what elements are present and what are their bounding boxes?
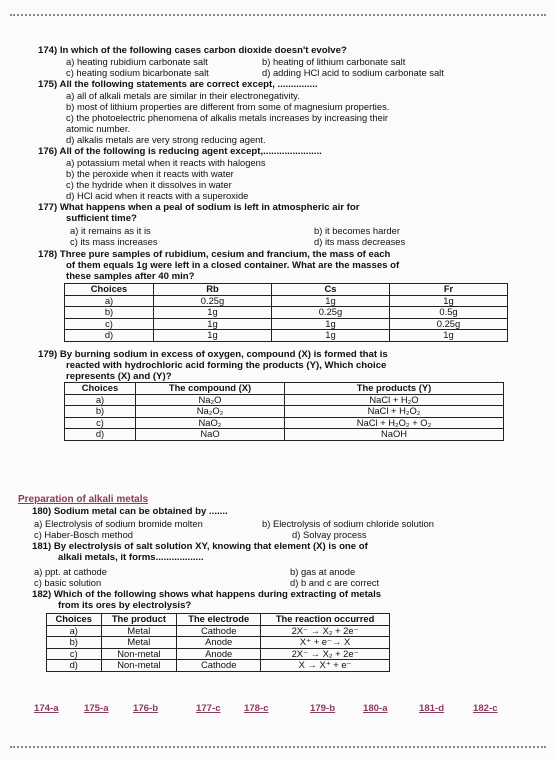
- q181-option-c: c) basic solution: [34, 577, 102, 588]
- table-cell: 0.5g: [390, 307, 508, 319]
- table-cell: 1g: [272, 295, 390, 307]
- table-cell: 1g: [154, 307, 272, 319]
- q175-option-d: d) alkalis metals are very strong reducing agent.: [66, 134, 266, 145]
- question-180: 180) Sodium metal can be obtained by .......: [32, 506, 228, 517]
- q174-option-d: d) adding HCl acid to sodium carbonate salt: [262, 67, 444, 78]
- question-176: 176) All of the following is reducing agent except,......................: [38, 146, 322, 157]
- q174-option-a: a) heating rubidium carbonate salt: [66, 56, 208, 67]
- q177-option-c: c) its mass increases: [70, 236, 158, 247]
- table-cell: NaCl + H₂O: [285, 394, 504, 406]
- table-cell: Cathode: [177, 660, 261, 672]
- table-row: [47, 648, 390, 660]
- table-cell: NaO₂: [136, 417, 285, 429]
- table-cell: NaCl + H₂O₂: [285, 406, 504, 418]
- answer-key-item: 175-a: [84, 703, 109, 714]
- answer-key-item: 179-b: [310, 703, 336, 714]
- q180-option-c: c) Haber-Bosch method: [34, 529, 134, 540]
- q175-option-b: b) most of lithium properties are different from some of magnesium properties.: [66, 101, 390, 112]
- q177-option-a: a) it remains as it is: [70, 225, 151, 236]
- table-header-row: [47, 614, 390, 626]
- table-header: The compound (X): [136, 383, 285, 395]
- table-header: Rb: [154, 284, 272, 296]
- answer-key-item: 178-c: [244, 703, 269, 714]
- table-cell: 1g: [154, 330, 272, 342]
- q174-option-c: c) heating sodium bicarbonate salt: [66, 67, 209, 78]
- table-cell: Anode: [177, 637, 261, 649]
- table-row: [47, 625, 390, 637]
- table-row: [65, 429, 504, 441]
- table-cell: 0.25g: [390, 318, 508, 330]
- question-179-cont: reacted with hydrochloric acid forming the products (Y), Which choice: [66, 360, 387, 371]
- q177-option-d: d) its mass decreases: [314, 236, 406, 247]
- table-cell: NaCl + H₂O₂ + O₂: [285, 417, 504, 429]
- table-cell: b): [47, 637, 102, 649]
- q175-option-c-cont: atomic number.: [66, 123, 131, 134]
- table-header: Choices: [65, 284, 154, 296]
- top-divider: [10, 14, 546, 16]
- q180-option-b: b) Electrolysis of sodium chloride solution: [262, 518, 434, 529]
- q176-option-d: d) HCl acid when it reacts with a superoxide: [66, 190, 249, 201]
- q182-table: [46, 613, 390, 672]
- table-cell: d): [65, 330, 154, 342]
- table-row: [65, 394, 504, 406]
- answer-key-item: 176-b: [133, 703, 159, 714]
- table-cell: Anode: [177, 648, 261, 660]
- table-cell: Non-metal: [101, 660, 177, 672]
- table-header: Fr: [390, 284, 508, 296]
- table-cell: 1g: [272, 318, 390, 330]
- table-header: The electrode: [177, 614, 261, 626]
- table-cell: d): [47, 660, 102, 672]
- section-heading: Preparation of alkali metals: [18, 494, 149, 505]
- table-row: [65, 307, 508, 319]
- table-cell: 1g: [154, 318, 272, 330]
- table-header: The products (Y): [285, 383, 504, 395]
- table-cell: c): [47, 648, 102, 660]
- table-cell: 0.25g: [154, 295, 272, 307]
- question-181: 181) By electrolysis of salt solution XY, knowing that element (X) is one of: [32, 541, 368, 552]
- bottom-divider: [10, 746, 546, 748]
- q181-option-a: a) ppt. at cathode: [34, 566, 107, 577]
- question-179-cont2: represents (X) and (Y)?: [66, 371, 172, 382]
- table-header: Choices: [65, 383, 136, 395]
- table-row: [65, 295, 508, 307]
- table-cell: b): [65, 307, 154, 319]
- table-cell: Na₂O₂: [136, 406, 285, 418]
- table-header: The product: [101, 614, 177, 626]
- table-cell: a): [65, 394, 136, 406]
- table-cell: 2X⁻ → X₂ + 2e⁻: [261, 648, 390, 660]
- question-177: 177) What happens when a peal of sodium is left in atmospheric air for: [38, 202, 360, 213]
- table-cell: 2X⁻ → X₂ + 2e⁻: [261, 625, 390, 637]
- question-178-cont2: these samples after 40 min?: [66, 271, 195, 282]
- table-header-row: [65, 383, 504, 395]
- table-cell: c): [65, 417, 136, 429]
- table-cell: X⁺ + e⁻→ X: [261, 637, 390, 649]
- question-182-cont: from its ores by electrolysis?: [58, 600, 192, 611]
- table-header: Choices: [47, 614, 102, 626]
- table-cell: 1g: [390, 295, 508, 307]
- answer-key-item: 181-d: [419, 703, 445, 714]
- table-cell: 0.25g: [272, 307, 390, 319]
- q176-option-c: c) the hydride when it dissolves in water: [66, 179, 232, 190]
- question-182: 182) Which of the following shows what happens during extracting of metals: [32, 589, 382, 600]
- question-174: 174) In which of the following cases carbon dioxide doesn't evolve?: [38, 45, 347, 56]
- q175-option-c: c) the photoelectric phenomena of alkalis metals increases by increasing their: [66, 112, 389, 123]
- table-cell: d): [65, 429, 136, 441]
- table-row: [65, 406, 504, 418]
- table-cell: 1g: [390, 330, 508, 342]
- table-cell: Non-metal: [101, 648, 177, 660]
- table-row: [47, 660, 390, 672]
- question-181-cont: alkali metals, it forms..................: [58, 552, 204, 563]
- table-cell: NaO: [136, 429, 285, 441]
- table-cell: NaOH: [285, 429, 504, 441]
- answer-key-item: 177-c: [196, 703, 221, 714]
- table-cell: Metal: [101, 637, 177, 649]
- table-cell: Na₂O: [136, 394, 285, 406]
- answer-key-item: 174-a: [34, 703, 59, 714]
- question-175: 175) All the following statements are correct except, ...............: [38, 79, 318, 90]
- table-row: [65, 417, 504, 429]
- table-header-row: [65, 284, 508, 296]
- table-cell: b): [65, 406, 136, 418]
- table-row: [65, 330, 508, 342]
- q176-option-a: a) potassium metal when it reacts with halogens: [66, 157, 266, 168]
- answer-key-item: 182-c: [473, 703, 498, 714]
- q181-option-d: d) b and c are correct: [290, 577, 380, 588]
- table-cell: 1g: [272, 330, 390, 342]
- q175-option-a: a) all of alkali metals are similar in their electronegativity.: [66, 90, 300, 101]
- table-cell: X → X⁺ + e⁻: [261, 660, 390, 672]
- question-179: 179) By burning sodium in excess of oxygen, compound (X) is formed that is: [38, 349, 388, 360]
- answer-key-item: 180-a: [363, 703, 388, 714]
- q176-option-b: b) the peroxide when it reacts with water: [66, 168, 234, 179]
- q181-option-b: b) gas at anode: [290, 566, 356, 577]
- table-row: [47, 637, 390, 649]
- table-cell: Cathode: [177, 625, 261, 637]
- table-header: The reaction occurred: [261, 614, 390, 626]
- question-178-cont: of them equals 1g were left in a closed container. What are the masses of: [66, 260, 400, 271]
- q179-table: [64, 382, 504, 441]
- table-cell: a): [65, 295, 154, 307]
- q174-option-b: b) heating of lithium carbonate salt: [262, 56, 406, 67]
- question-178: 178) Three pure samples of rubidium, cesium and francium, the mass of each: [38, 249, 391, 260]
- table-cell: c): [65, 318, 154, 330]
- table-cell: a): [47, 625, 102, 637]
- q177-option-b: b) it becomes harder: [314, 225, 400, 236]
- q178-table: [64, 283, 508, 342]
- table-header: Cs: [272, 284, 390, 296]
- q180-option-d: d) Solvay process: [292, 529, 367, 540]
- table-cell: Metal: [101, 625, 177, 637]
- q180-option-a: a) Electrolysis of sodium bromide molten: [34, 518, 203, 529]
- table-row: [65, 318, 508, 330]
- question-177-cont: sufficient time?: [66, 213, 137, 224]
